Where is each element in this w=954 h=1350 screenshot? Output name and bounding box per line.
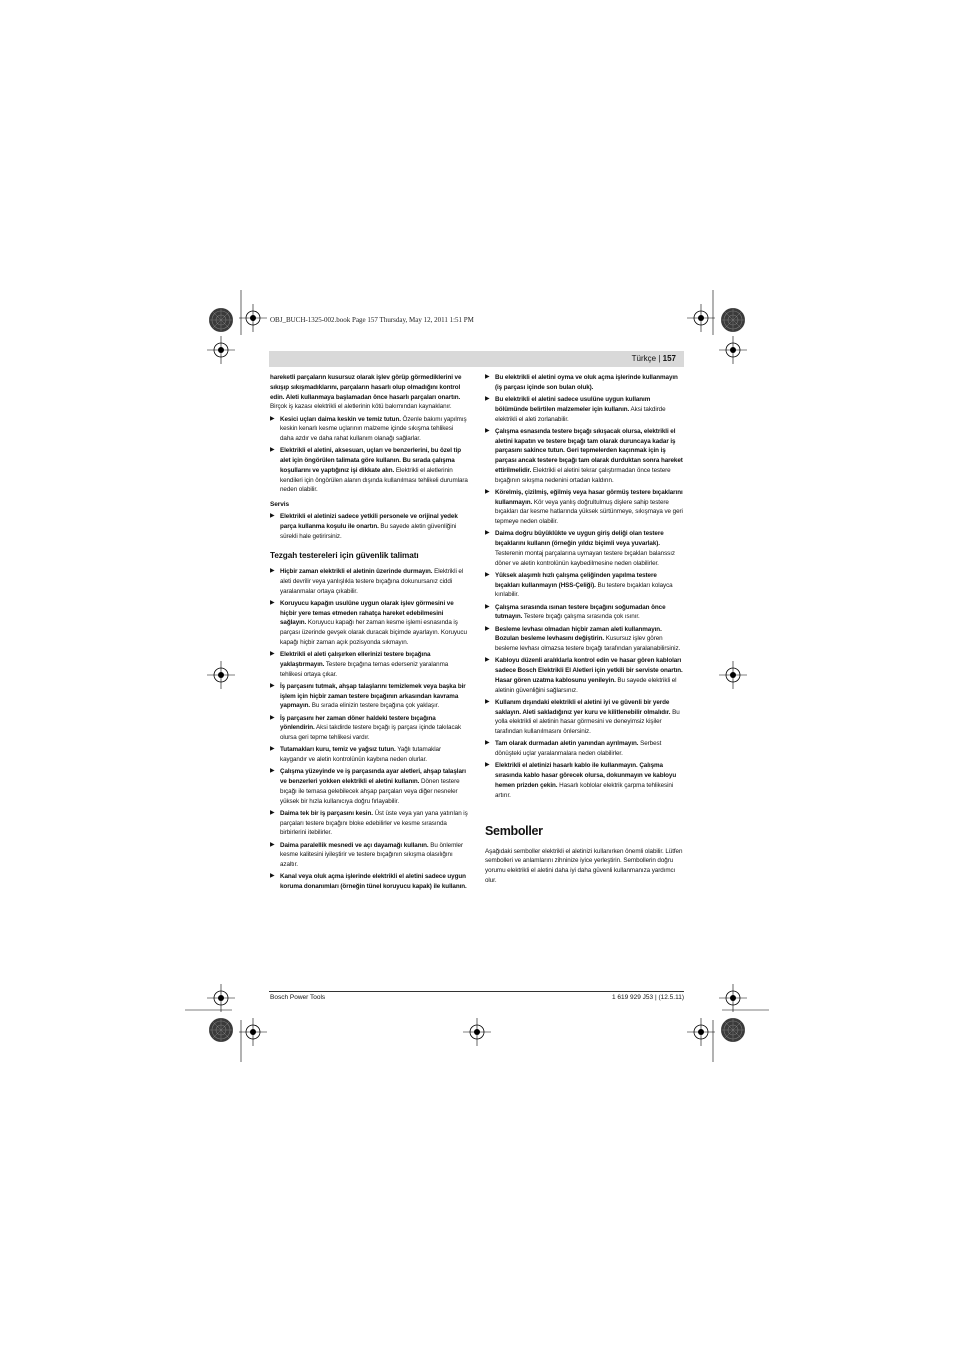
registration-target-icon — [209, 308, 233, 332]
section-heading: Tezgah testereleri için güvenlik talimatı — [270, 551, 419, 561]
list-item: ▶ Körelmiş, çizilmiş, eğilmiş veya hasar görmüş testere bıçaklarını kullanmayın. Kör veya yanlış doğrultulmuş dişlere sahip testere bıçakları dar kesme hatlarında yüksek sürtünmeye, sıkışmaya ve geri tepmeye neden olabilir. — [485, 488, 683, 525]
registration-cross-icon — [719, 336, 747, 364]
bullet-icon: ▶ — [485, 488, 490, 495]
list-item: ▶ Daima doğru büyüklükte ve uygun giriş deliği olan testere bıçaklarını kullanın (örneğin yıldız biçimli veya yuvarlak). Testerenin montaj parçalarına uymayan testere bıçakları balanssız döner ve aletin kontrolünün kaybedilmesine neden olabilirler. — [485, 530, 675, 567]
bullet-icon: ▶ — [485, 374, 490, 380]
bullet-icon: ▶ — [270, 599, 275, 606]
registration-cross-icon — [207, 661, 235, 689]
list-item: ▶ Çalışma esnasında testere bıçağı sıkışacak olursa, elektrikli el aletini kapatın ve testere bıçağı tam olarak duruncaya kadar iş parçasını sakince tutun. Geri tepmelerden kaçınmak için iş parçası ancak testere bıçağı tam olarak durduktan sonra hareket ettirilmelidir. Elektrikli el aletini tekrar çalıştırmadan önce testere bıçağının sıkışma nedenini ortadan kaldırın. — [485, 427, 683, 484]
bullet-icon: ▶ — [270, 873, 275, 880]
list-item: ▶ Elektrikli el aletini, aksesuarı, uçları ve benzerlerini, bu özel tip alet için öngörülen talimata göre kullanın. Bu sırada çalışma koşullarını ve yaptığınız işi dikkate alın. Elektrikli el aletlerinin kendileri için öngörülen alanın dışında kullanılması tehlikeli durumlara neden olabilir. — [270, 447, 468, 494]
bullet-icon: ▶ — [485, 603, 490, 610]
list-item: ▶ İş parçasını her zaman döner haldeki testere bıçağına yönlendirin. Aksi takdirde testere bıçağı iş parçası içinde takılacak olursa geri tepme tehlikesi vardır. — [270, 714, 462, 742]
list-item: ▶ Tam olarak durmadan aletin yanından ayrılmayın. Serbest dönüşteki uçlar yaralanmalara neden olabilirler. — [485, 740, 662, 757]
list-item: ▶ Yüksek alaşımlı hızlı çalışma çeliğinden yapılma testere bıçakları kullanmayın (HSS-Çeliği). Bu testere bıçakları kolayca kırılabilir. — [485, 571, 673, 599]
footer-brand: Bosch Power Tools — [270, 994, 326, 1001]
bullet-icon: ▶ — [270, 809, 275, 816]
list-item: ▶ Elektrikli el aleti çalışırken ellerinizi testere bıçağına yaklaştırmayın. Testere bıçağına temas ederseniz yaralanma tehlikesi ortaya çıkar. — [270, 651, 449, 678]
bullet-icon: ▶ — [485, 657, 490, 664]
bullet-icon: ▶ — [270, 841, 275, 848]
list-item: ▶ Bu elektrikli el aletini oyma ve oluk açma işlerinde kullanmayın (iş parçası içinde son bulan oluk). — [485, 374, 678, 391]
registration-cross-icon — [239, 304, 267, 332]
bullet-icon: ▶ — [270, 768, 275, 775]
list-item: ▶ Kesici uçları daima keskin ve temiz tutun. Özenle bakımı yapılmış keskin kenarlı kesme uçlarının malzeme içinde sıkışma tehlikesi daha azdır ve daha rahat kullanım olanağı sağlarlar. — [270, 415, 467, 442]
registration-cross-icon — [719, 984, 747, 1012]
registration-cross-icon — [239, 1018, 267, 1046]
list-item: ▶ Besleme levhası olmadan hiçbir zaman aleti kullanmayın. Bozulan besleme levhasını değiştirin. Kusursuz işlev gören besleme levhası olmazsa testere bıçağı tarafından yaralanabilirsiniz. — [485, 625, 681, 652]
registration-cross-icon — [687, 1018, 715, 1046]
bullet-icon: ▶ — [485, 396, 490, 402]
right-column — [485, 373, 683, 888]
list-item: ▶ Bu elektrikli el aletini sadece usulüne uygun kullanım bölümünde belirtilen malzemeler için kullanın. Aksi takdirde elektrikli el aleti zorlanabilir. — [485, 396, 666, 423]
servis-heading: Servis — [270, 501, 290, 508]
registration-cross-icon — [207, 336, 235, 364]
bullet-icon: ▶ — [270, 651, 275, 658]
bullet-icon: ▶ — [485, 625, 490, 632]
bullet-icon: ▶ — [485, 427, 490, 434]
bullet-icon: ▶ — [270, 415, 275, 422]
list-item: ▶ Elektrikli el aletinizi hasarlı kablo ile kullanmayın. Çalışma sırasında kablo hasar görecek olursa, dokunmayın ve kabloyu hemen prizden çekin. Hasarlı koblolar elektrik çarpma tehlikesini artırır. — [485, 762, 677, 799]
page-header-bar — [269, 351, 684, 367]
header-separator: | — [658, 354, 661, 363]
footer-docnumber: 1 619 929 J53 | (12.5.11) — [611, 994, 684, 1001]
registration-cross-icon — [207, 984, 235, 1012]
list-item: ▶ Tutamakları kuru, temiz ve yağsız tutun. Yağlı tutamaklar kaygandır ve aletin kontrolünün kaybına neden olurlar. — [270, 746, 441, 764]
registration-cross-icon — [463, 1018, 491, 1046]
bullet-icon: ▶ — [270, 682, 275, 689]
registration-cross-icon — [719, 661, 747, 689]
registration-target-icon — [721, 308, 745, 332]
list-item: ▶ İş parçasını tutmak, ahşap talaşlarını temizlemek veya başka bir işlem için hiçbir zaman testere bıçağının arkasından kavrama yapmayın. Bu sırada elinizin testere bıçağına çok yaklaşır. — [270, 682, 466, 710]
bullet-icon: ▶ — [270, 447, 275, 454]
bullet-icon: ▶ — [485, 571, 490, 578]
intro-paragraph: hareketli parçaların kusursuz olarak işlev görüp görmediklerini ve sıkışıp sıkışmadıklarını, parçaların hasarlı olup olmadığını kontrol edin. Aleti kullanmaya başlamadan önce hasarlı parçaları onartın. Birçok iş kazası elektrikli el aletlerinin kötü bakımından kaynaklanır. — [270, 374, 462, 411]
list-item: ▶ Daima paralellik mesnedi ve açı dayamağı kullanın. Bu önlemler kesme kalitesini iyileştirir ve testere bıçağının sıkışma olasılığını azaltır. — [270, 841, 463, 869]
list-item: ▶ Kabloyu düzenli aralıklarla kontrol edin ve hasar gören kabloları sadece Bosch Elektrikli El Aletleri için yetkili bir serviste onartın. Hasar gören uzatma kablosunu yenileyin. Bu sayede elektrikli el aletinin güvenliğini sağlarsınız. — [485, 657, 683, 694]
list-item: ▶ Koruyucu kapağın usulüne uygun olarak işlev görmesini ve hiçbir yere temas etmeden rahatça hareket edebilmesini sağlayın. Koruyucu kapağı her zaman kesme işlemi esnasında iş parçası üzerinde gevşek olarak duracak biçimde ayarlayın. Koruyucu kapağı hiçbir zaman açık pozisyonda sıkmayın. — [270, 599, 467, 646]
semboller-paragraph: Aşağıdaki semboller elektrikli el aletinizi kullanırken önemli olabilir. Lütfen sembolleri ve anlamlarını zihninize iyice yerleştirin. Sembollerin doğru yorumu elektrikli el aletini daha iyi daha güvenli kullanmanıza yardımcı olur. — [485, 847, 683, 884]
list-item: ▶ Çalışma sırasında ısınan testere bıçağını soğumadan önce tutmayın. Testere bıçağı çalışma sırasında çok ısınır. — [485, 603, 666, 621]
list-item: ▶ Hiçbir zaman elektrikli el aletinin üzerinde durmayın. Elektrikli el aleti devrilir veya yanlışlıkla testere bıçağına dokunursanız ciddi yaralanmalar ortaya çıkabilir. — [270, 568, 464, 595]
list-item: ▶ Çalışma yüzeyinde ve iş parçasında ayar aletleri, ahşap talaşları ve benzerleri yokken elektrikli el aletini kullanın. Dönen testere bıçağı ile temasa gelebilecek ahşap parçaları veya diğer nesneler yüksek bir hızla kullanıcıya doğru fırlayabilir. — [270, 768, 466, 805]
print-header: OBJ_BUCH-1325-002.book Page 157 Thursday, May 12, 2011 1:51 PM — [270, 316, 474, 324]
list-item: ▶ Elektrikli el aletinizi sadece yetkili personele ve orijinal yedek parça kullanma koşulu ile onartın. Bu sayede aletin güvenliğini sürekli hale getirirsiniz. — [270, 513, 458, 540]
list-item: ▶ Kanal veya oluk açma işlerinde elektrikli el aletini sadece uygun koruma donanımları (örneğin tünel koruyucu kapak) ile kullanın. — [270, 873, 467, 891]
bullet-icon: ▶ — [485, 740, 490, 747]
bullet-icon: ▶ — [270, 746, 275, 753]
bullet-icon: ▶ — [270, 714, 275, 721]
bullet-icon: ▶ — [270, 513, 275, 520]
bullet-icon: ▶ — [270, 568, 275, 575]
registration-target-icon — [721, 1018, 745, 1042]
bullet-icon: ▶ — [485, 762, 490, 769]
header-language — [632, 354, 676, 363]
footer-divider — [269, 991, 684, 992]
registration-target-icon — [209, 1018, 233, 1042]
language-label: Türkçe — [631, 354, 657, 363]
list-item: ▶ Kullanım dışındaki elektrikli el aletini iyi ve güvenli bir yerde saklayın. Aleti sakladığınız yer kuru ve kilitlenebilir olmalıdır. Bu yolla elektrikli el aletinin hasar görmesini ve deneyimsiz kişiler tarafından kullanılmasını önlersiniz. — [485, 698, 680, 735]
page-number: 157 — [662, 354, 676, 363]
list-item: ▶ Daima tek bir iş parçasını kesin. Üst üste veya yan yana yatırılan iş parçaları testere bıçağını bloke edebilirler ve kesme sırasında birbirlerini itebilirler. — [270, 809, 468, 837]
bullet-icon: ▶ — [485, 530, 490, 537]
semboller-heading: Semboller — [485, 824, 543, 839]
registration-cross-icon — [687, 304, 715, 332]
left-column — [270, 373, 468, 894]
bullet-icon: ▶ — [485, 698, 490, 705]
